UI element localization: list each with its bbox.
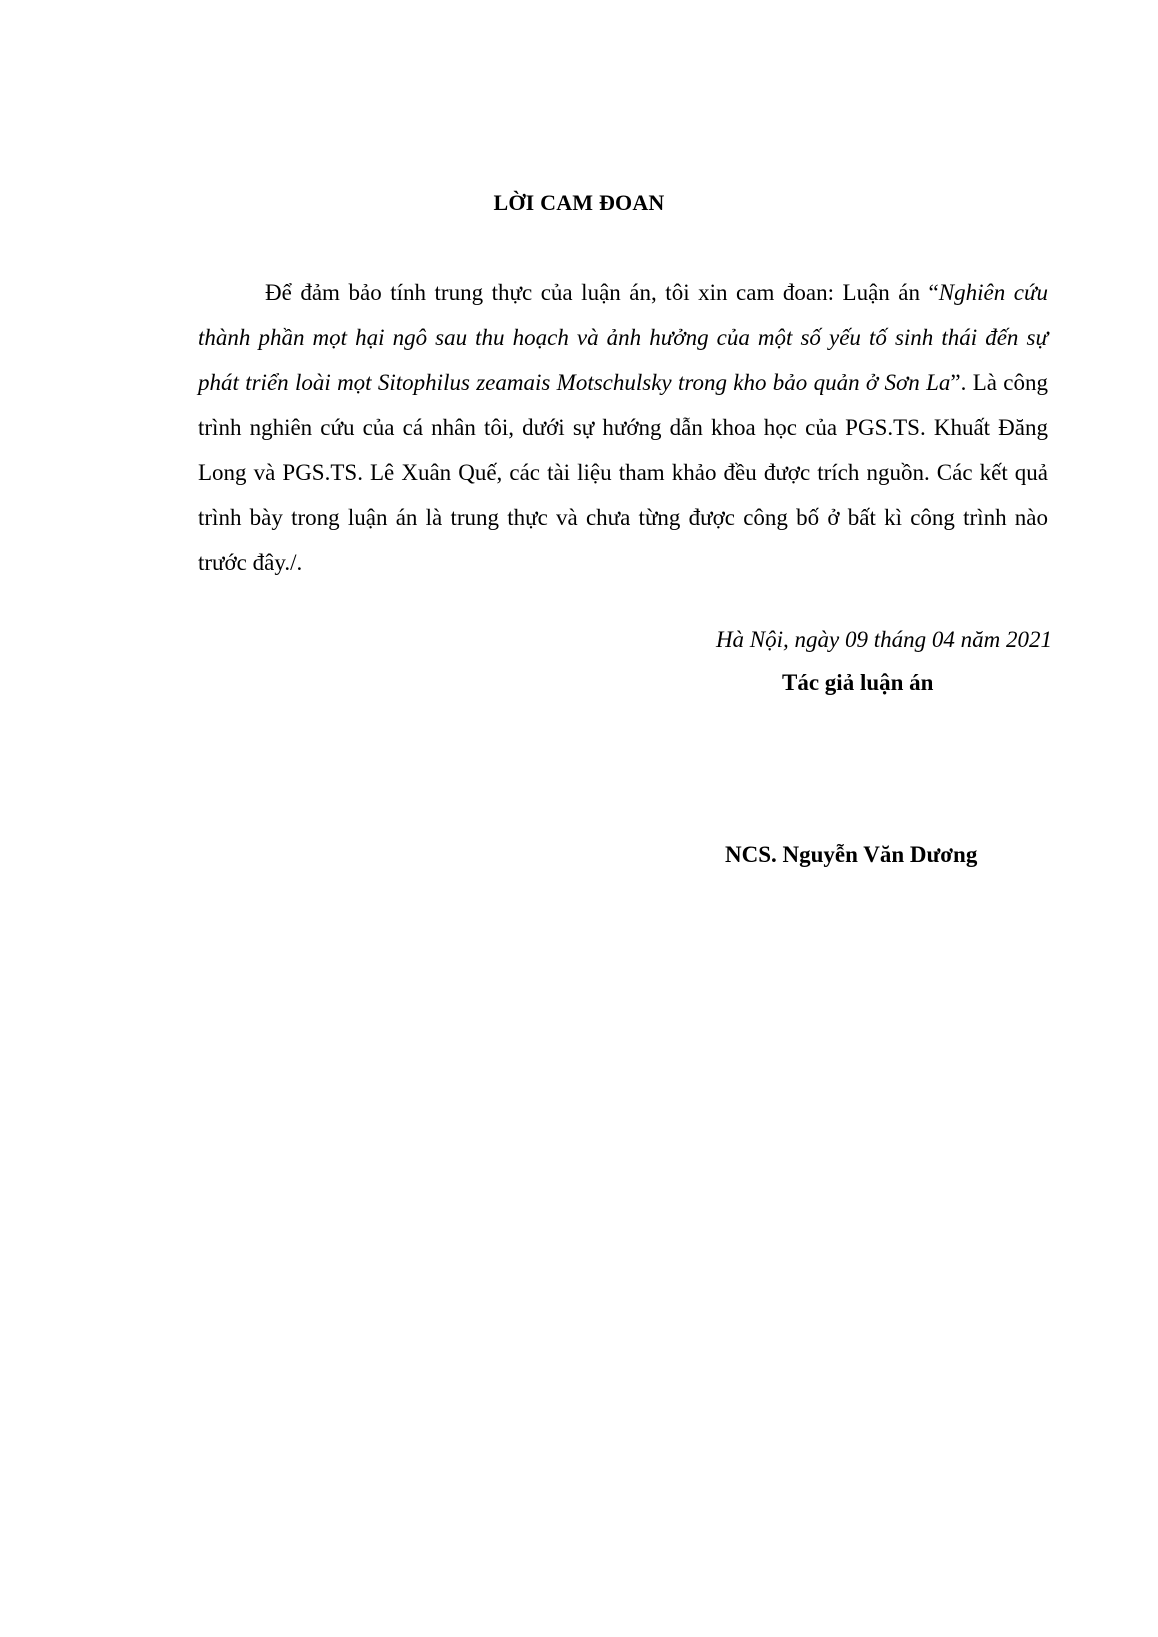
author-name: NCS. Nguyễn Văn Dương [725, 842, 978, 867]
paragraph-rest: ”. Là công trình nghiên cứu của cá nhân tôi, dưới sự hướng dẫn khoa học của PGS.TS. Khuất Đăng Long và PGS.TS. Lê Xuân Quế, các tài liệu tham khảo đều được trích nguồn. Các kết quả trình bày trong luận án là trung thực và chưa từng được công bố ở bất kì công trình nào trước đây./. [198, 370, 1048, 575]
thesis-title: Nghiên cứu thành phần mọt hại ngô sau thu hoạch và ảnh hưởng của một số yếu tố sinh thái đến sự phát triển loài mọt Sitophilus zeamais Motschulsky trong kho bảo quản ở Sơn La [198, 280, 1048, 395]
date-line: Hà Nội, ngày 09 tháng 04 năm 2021 [715, 627, 1052, 652]
page-title: LỜI CAM ĐOAN [493, 190, 665, 215]
declaration-paragraph [198, 270, 1048, 585]
paragraph-intro: Để đảm bảo tính trung thực của luận án, tôi xin cam đoan: Luận án “ [265, 280, 939, 305]
author-label: Tác giả luận án [782, 670, 934, 695]
